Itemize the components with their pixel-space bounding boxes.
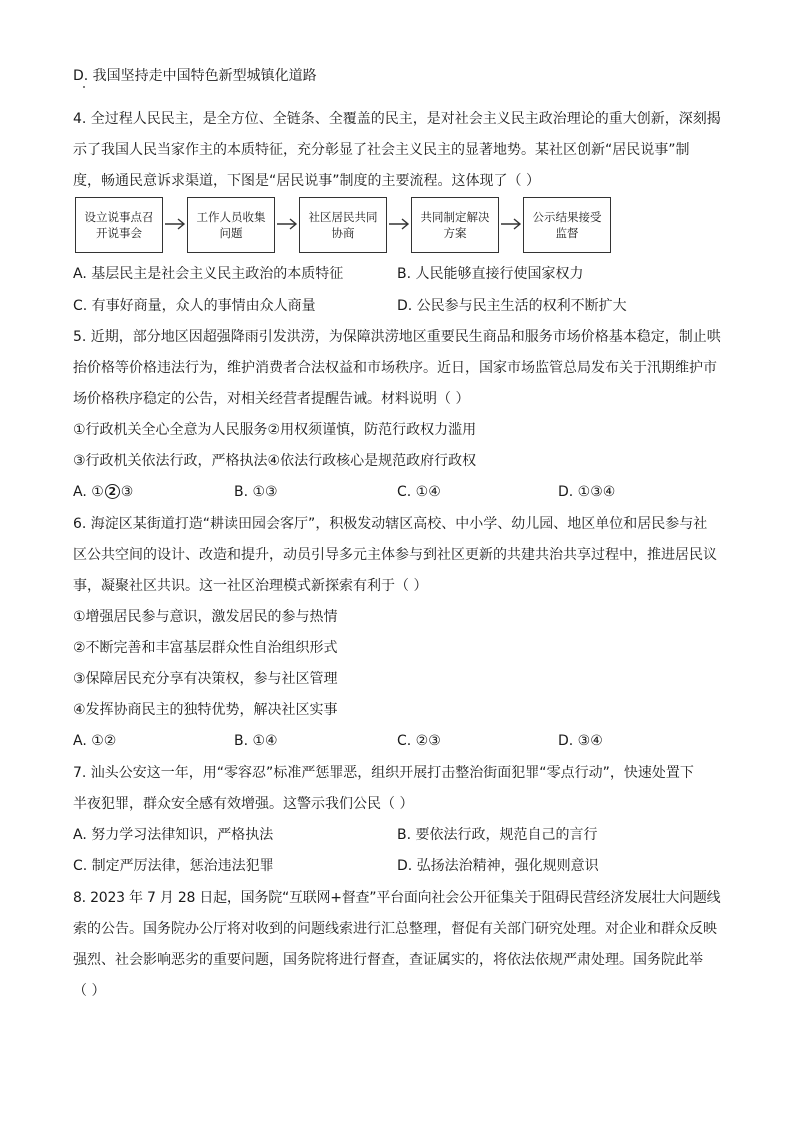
flow-step-5: 公示结果接受监督 xyxy=(523,197,611,253)
q6-option-c: C. ②③ xyxy=(397,733,441,749)
flow-step-1: 设立说事点召开说事会 xyxy=(75,197,163,253)
q5-option-a: A. ① 2 ③ xyxy=(73,484,134,500)
arrow-right-icon xyxy=(388,217,410,231)
q5-option-b: B. ①③ xyxy=(234,484,278,500)
q5-stem-line-3: 场价格秩序稳定的公告，对相关经营者提醒告诫。材料说明（ ） xyxy=(73,391,470,407)
q6-statement-2: ②不断完善和丰富基层群众性自治组织形式 xyxy=(73,640,338,656)
arrow-right-icon xyxy=(276,217,298,231)
q7-stem-line-2: 半夜犯罪，群众安全感有效增强。这警示我们公民（ ） xyxy=(73,796,414,812)
q4-stem-line-3: 度，畅通民意诉求渠道，下图是“居民说事”制度的主要流程。这体现了（ ） xyxy=(73,173,540,189)
q6-stem-line-1: 6. 海淀区某街道打造“耕读田园会客厅”，积极发动辖区高校、中小学、幼儿园、地区单位和居民参与社 xyxy=(73,516,708,532)
q6-option-b: B. ①④ xyxy=(234,733,278,749)
q8-stem-line-1: 8. 2023 年 7 月 28 日起，国务院“互联网+督查”平台面向社会公开征集关于阻碍民营经济发展壮大问题线 xyxy=(73,890,721,906)
q4-stem-line-1: 4. 全过程人民民主，是全方位、全链条、全覆盖的民主，是对社会主义民主政治理论的重大创新，深刻揭 xyxy=(73,111,721,127)
q7-option-d: D. 弘扬法治精神，强化规则意识 xyxy=(397,858,599,874)
flow-step-3: 社区居民共同协商 xyxy=(299,197,387,253)
q5-option-d: D. ①③④ xyxy=(558,484,616,500)
q8-stem-line-2: 索的公告。国务院办公厅将对收到的问题线索进行汇总整理，督促有关部门研究处理。对企业和群众反映 xyxy=(73,921,717,937)
q6-statement-4: ④发挥协商民主的独特优势，解决社区实事 xyxy=(73,702,338,718)
q7-stem-line-1: 7. 汕头公安这一年，用“零容忍”标准严惩罪恶，组织开展打击整治街面犯罪“零点行动”，快速处置下 xyxy=(73,765,694,781)
q7-option-a: A. 努力学习法律知识，严格执法 xyxy=(73,827,274,843)
q5-stem-line-1: 5. 近期，部分地区因超强降雨引发洪涝，为保障洪涝地区重要民生商品和服务市场价格基本稳定，制止哄 xyxy=(73,329,721,345)
q4-option-b: B. 人民能够直接行使国家权力 xyxy=(397,266,584,282)
q5-option-c: C. ①④ xyxy=(397,484,441,500)
q6-option-d: D. ③④ xyxy=(558,733,603,749)
q8-stem-line-3: 强烈、社会影响恶劣的重要问题，国务院将进行督查，查证属实的，将依法依规严肃处理。国务院此举 xyxy=(73,952,703,968)
q4-option-c: C. 有事好商量，众人的事情由众人商量 xyxy=(73,298,316,314)
q8-stem-line-4: （ ） xyxy=(73,983,106,999)
q6-stem-line-2: 区公共空间的设计、改造和提升，动员引导多元主体参与到社区更新的共建共治共享过程中，推进居民议 xyxy=(73,547,717,563)
q6-stem-line-3: 事，凝聚社区共识。这一社区治理模式新探索有利于（ ） xyxy=(73,578,428,594)
q5-statement-line-1: ①行政机关全心全意为人民服务②用权须谨慎，防范行政权力滥用 xyxy=(73,422,477,438)
q7-option-c: C. 制定严厉法律，惩治违法犯罪 xyxy=(73,858,274,874)
circled-number: 2 xyxy=(105,484,120,499)
flow-step-4: 共同制定解决方案 xyxy=(411,197,499,253)
q6-statement-3: ③保障居民充分享有决策权，参与社区管理 xyxy=(73,671,338,687)
arrow-right-icon xyxy=(500,217,522,231)
q3-option-d: D. 我国坚持走中国特色新型城镇化道路 xyxy=(73,68,317,84)
q4-option-d: D. 公民参与民主生活的权利不断扩大 xyxy=(397,298,627,314)
arrow-right-icon xyxy=(164,217,186,231)
q6-option-a: A. ①② xyxy=(73,733,117,749)
stray-dot xyxy=(83,86,85,88)
q5-statement-line-2: ③行政机关依法行政，严格执法④依法行政核心是规范政府行政权 xyxy=(73,453,477,469)
q4-option-a: A. 基层民主是社会主义民主政治的本质特征 xyxy=(73,266,344,282)
q5-stem-line-2: 抬价格等价格违法行为，维护消费者合法权益和市场秩序。近日，国家市场监管总局发布关于汛期维护市 xyxy=(73,360,717,376)
q6-statement-1: ①增强居民参与意识，激发居民的参与热情 xyxy=(73,609,338,625)
q4-stem-line-2: 示了我国人民当家作主的本质特征，充分彰显了社会主义民主的显著地势。某社区创新“居民说事”制 xyxy=(73,142,690,158)
q7-option-b: B. 要依法行政，规范自己的言行 xyxy=(397,827,598,843)
flow-step-2: 工作人员收集问题 xyxy=(187,197,275,253)
